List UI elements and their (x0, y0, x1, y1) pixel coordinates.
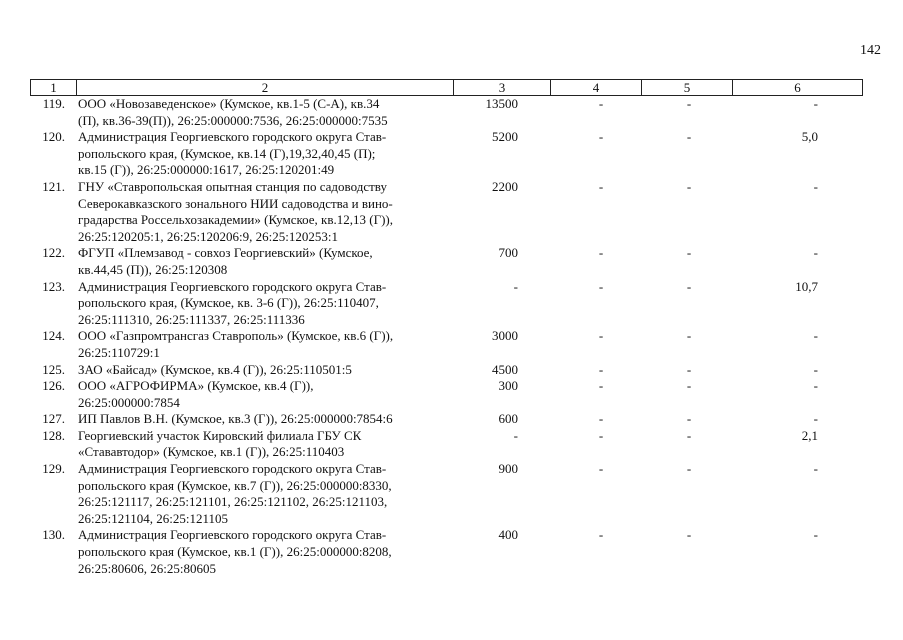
row-number: 122. (42, 245, 65, 261)
cell-col5: - (686, 328, 692, 344)
cell-col6: - (813, 411, 818, 427)
table-row (30, 428, 862, 461)
cell-col5: - (686, 427, 692, 443)
cell-col5: - (686, 361, 692, 377)
cell-col5: - (686, 96, 692, 111)
cell-col4: - (598, 129, 604, 145)
cell-col3: 400 (498, 527, 518, 543)
row-description: Администрация Георгиевского городского округа Став- ропольского края (Кумское, кв.7 (Г)), 26:25:000000:8330, 26:25:121117, 26:25:121101, 26:25:121102, 26:25:121103, 26:25:121104, 26:25:121105 (78, 461, 392, 526)
table-row (30, 96, 862, 129)
cell-col4: - (598, 411, 604, 427)
table-row (30, 378, 862, 411)
cell-col3: 5200 (492, 129, 518, 145)
row-number: 124. (42, 328, 65, 344)
cell-col4: - (598, 461, 604, 477)
cell-col6: - (813, 361, 818, 377)
cell-col3: 900 (498, 461, 518, 477)
row-description: ООО «Газпромтрансгаз Ставрополь» (Кумское, кв.6 (Г)), 26:25:110729:1 (78, 328, 394, 360)
row-number: 129. (42, 461, 65, 477)
cell-col4: - (598, 361, 604, 377)
table-row (30, 411, 862, 428)
page-number: 142 (860, 43, 881, 58)
row-number: 128. (42, 427, 65, 443)
table-row (30, 328, 862, 361)
cell-col6: - (813, 96, 818, 111)
table-row (30, 279, 862, 329)
cell-col4: - (598, 278, 604, 294)
column-header-6: 6 (733, 80, 863, 96)
row-number: 119. (42, 96, 65, 111)
row-description: Георгиевский участок Кировский филиала ГБУ СК «Стававтодор» (Кумское, кв.1 (Г)), 26:25:110403 (78, 427, 362, 460)
cell-col3: 2200 (492, 178, 518, 194)
cell-col5: - (686, 527, 692, 543)
column-header-3: 3 (454, 80, 551, 96)
cell-col3: 13500 (485, 96, 518, 111)
row-number: 126. (42, 378, 65, 394)
cell-col5: - (686, 378, 692, 394)
cell-col5: - (686, 129, 692, 145)
table-row (30, 245, 862, 278)
cell-col4: - (598, 427, 604, 443)
cell-col3: - (513, 427, 518, 443)
row-description: Администрация Георгиевского городского округа Став- ропольского края, (Кумское, кв.14 (Г),19,32,40,45 (П); кв.15 (Г)), 26:25:000000:1617, 26:25:120201:49 (78, 129, 387, 178)
column-header-2: 2 (77, 80, 454, 96)
cell-col5: - (686, 245, 692, 261)
row-description: ЗАО «Байсад» (Кумское, кв.4 (Г)), 26:25:110501:5 (78, 361, 352, 377)
row-number: 121. (42, 178, 65, 194)
cell-col4: - (598, 328, 604, 344)
table-row (30, 179, 862, 245)
cell-col4: - (598, 527, 604, 543)
table-row (30, 527, 862, 577)
row-description: Администрация Георгиевского городского округа Став- ропольского края, (Кумское, кв. 3-6 (Г)), 26:25:110407, 26:25:111310, 26:25:111337, 26:25:111336 (78, 278, 387, 327)
cell-col6: 2,1 (801, 427, 818, 443)
cell-col4: - (598, 378, 604, 394)
row-description: ИП Павлов В.Н. (Кумское, кв.3 (Г)), 26:25:000000:7854:6 (78, 411, 393, 427)
row-number: 120. (42, 129, 65, 145)
cell-col5: - (686, 178, 692, 194)
column-header-5: 5 (642, 80, 733, 96)
row-number: 123. (42, 278, 65, 294)
column-header-1: 1 (31, 80, 77, 96)
row-number: 125. (42, 361, 65, 377)
cell-col3: - (513, 278, 518, 294)
row-description: ГНУ «Ставропольская опытная станция по садоводству Северокавказского зонального НИИ садоводства и вино- градарства Россельхозакадемии» (Кумское, кв.12,13 (Г)), 26:25:120205:1, 26:25:120206:9, 26:25:120253:1 (78, 178, 394, 244)
cell-col6: - (813, 245, 818, 261)
table-row (30, 129, 862, 179)
cell-col3: 3000 (492, 328, 518, 344)
row-number: 127. (42, 411, 65, 427)
cell-col3: 300 (498, 378, 518, 394)
cell-col6: - (813, 527, 818, 543)
cell-col4: - (598, 96, 604, 111)
column-header-4: 4 (551, 80, 642, 96)
cell-col5: - (686, 461, 692, 477)
row-description: ООО «АГРОФИРМА» (Кумское, кв.4 (Г)), 26:25:000000:7854 (78, 378, 314, 410)
cell-col3: 4500 (492, 361, 518, 377)
cell-col3: 700 (498, 245, 518, 261)
row-description: ФГУП «Племзавод - совхоз Георгиевский» (Кумское, кв.44,45 (П)), 26:25:120308 (78, 245, 373, 277)
column-header-row (30, 79, 863, 96)
cell-col6: - (813, 378, 818, 394)
table-row (30, 362, 862, 379)
cell-col6: - (813, 178, 818, 194)
table-row (30, 461, 862, 527)
cell-col6: - (813, 328, 818, 344)
cell-col4: - (598, 178, 604, 194)
cell-col3: 600 (498, 411, 518, 427)
cell-col6: 10,7 (795, 278, 818, 294)
row-description: Администрация Георгиевского городского округа Став- ропольского края (Кумское, кв.1 (Г)), 26:25:000000:8208, 26:25:80606, 26:25:80605 (78, 527, 392, 576)
cell-col5: - (686, 278, 692, 294)
row-description: ООО «Новозаведенское» (Кумское, кв.1-5 (С-А), кв.34 (П), кв.36-39(П)), 26:25:000000:7536, 26:25:000000:7535 (78, 96, 388, 128)
cell-col6: 5,0 (801, 129, 818, 145)
cell-col4: - (598, 245, 604, 261)
row-number: 130. (42, 527, 65, 543)
table-body (30, 96, 862, 577)
cell-col6: - (813, 461, 818, 477)
cell-col5: - (686, 411, 692, 427)
